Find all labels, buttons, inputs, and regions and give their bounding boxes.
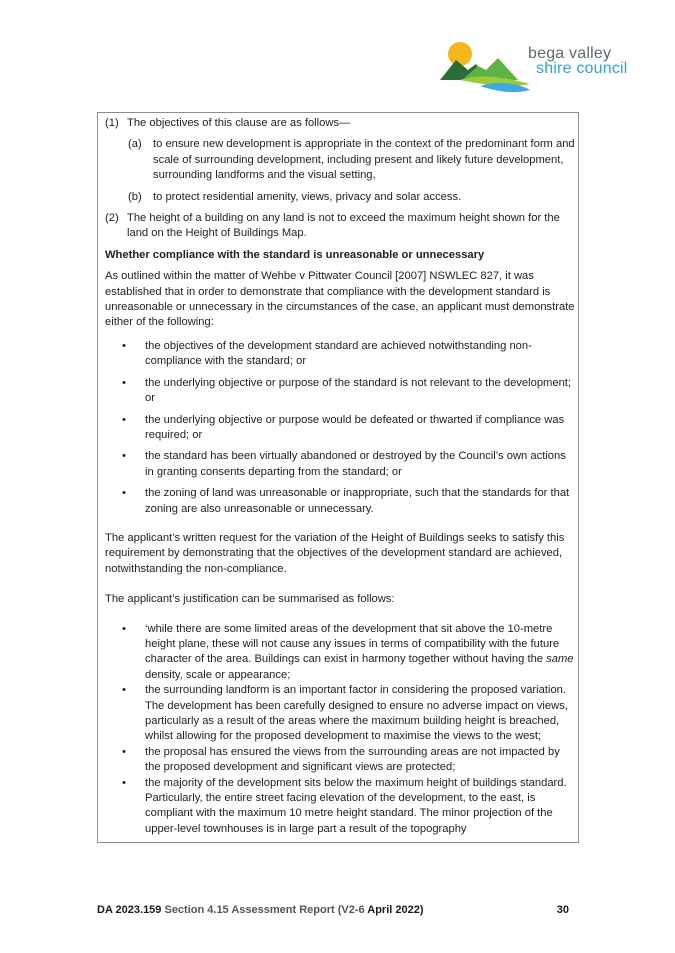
clause-sub-b bbox=[105, 190, 575, 205]
clause-item-1-text: The objectives of this clause are as follows— bbox=[127, 117, 351, 129]
clause-item-2-label: (2) bbox=[105, 212, 119, 225]
clause-sub-b-text: to protect residential amenity, views, privacy and solar access. bbox=[153, 190, 462, 203]
criteria-bullet bbox=[105, 339, 575, 370]
request-paragraph: The applicant’s written request for the variation of the Height of Buildings seeks to satisfy this requirement by demonstrating that the objectives of the development standard are achieved, notwithstanding the non-compliance. bbox=[105, 531, 565, 575]
clause-item-2-text: The height of a building on any land is not to exceed the maximum height shown for the land on the Height of Buildings Map. bbox=[127, 212, 560, 240]
section-heading: Whether compliance with the standard is unreasonable or unnecessary bbox=[105, 248, 485, 261]
logo-text-line2: shire council bbox=[536, 60, 628, 77]
clause-item-1-label: (1) bbox=[105, 117, 119, 129]
justification-emphasis: same bbox=[546, 653, 574, 666]
justification-text: the surrounding landform is an important factor in considering the proposed variation. The development has been carefully designed to ensure no adverse impact on views, particularly as a result of the areas where the maximum building height is breached, whilst allowing for the proposed development to maximise the views to the west; bbox=[145, 684, 568, 743]
bullet-icon: • bbox=[122, 745, 126, 758]
criteria-bullet bbox=[105, 413, 575, 444]
criteria-bullet bbox=[105, 486, 575, 517]
footer-date: April 2022) bbox=[367, 904, 424, 916]
criteria-bullet-text: the zoning of land was unreasonable or inappropriate, such that the standards for that zoning are also unreasonable or unnecessary. bbox=[145, 487, 570, 515]
justification-bullet bbox=[105, 776, 575, 838]
clause-sub-b-label: (b) bbox=[128, 190, 142, 203]
page-number: 30 bbox=[556, 904, 569, 916]
bullet-icon: • bbox=[122, 776, 126, 789]
justification-text-post: density, scale or appearance; bbox=[145, 668, 291, 681]
bullet-icon: • bbox=[122, 450, 126, 463]
criteria-bullet-text: the underlying objective or purpose would be defeated or thwarted if compliance was required; or bbox=[145, 413, 565, 441]
criteria-bullet-text: the underlying objective or purpose of the standard is not relevant to the development; or bbox=[145, 376, 572, 405]
bullet-icon: • bbox=[122, 487, 126, 500]
justification-bullet bbox=[105, 745, 575, 776]
sun-icon bbox=[448, 42, 472, 66]
clause-sub-a-label: (a) bbox=[128, 138, 142, 151]
bullet-icon: • bbox=[122, 684, 126, 697]
document-body bbox=[105, 114, 575, 837]
bullet-icon: • bbox=[122, 413, 126, 426]
council-logo bbox=[440, 36, 650, 98]
criteria-bullet bbox=[105, 376, 575, 407]
content-box bbox=[97, 112, 579, 843]
justification-bullet bbox=[105, 622, 575, 684]
criteria-bullet-text: the objectives of the development standard are achieved notwithstanding non-compliance with the standard; or bbox=[145, 339, 532, 368]
landscape-logo-icon bbox=[440, 36, 530, 98]
clause-sub-a-text: to ensure new development is appropriate in the context of the predominant form and scale of surrounding development, including present and likely future development, surrounding landforms and the visual setting, bbox=[153, 138, 575, 182]
criteria-bullet-text: the standard has been virtually abandoned or destroyed by the Council’s own actions in granting consents departing from the standard; or bbox=[145, 450, 566, 478]
bullet-icon: • bbox=[122, 339, 126, 352]
bullet-icon: • bbox=[122, 622, 126, 635]
justification-bullet bbox=[105, 683, 575, 745]
logo-text-line1: bega valley bbox=[528, 45, 612, 62]
justification-text-pre: ‘while there are some limited areas of the development that sit above the 10-metre height plane, these will not cause any issues in terms of compatibility with the future character of the area. Buildings can exist in harmony together without having the bbox=[145, 622, 560, 666]
page-footer bbox=[97, 904, 579, 916]
justification-text: the majority of the development sits below the maximum height of buildings standard. Particularly, the entire street facing elevation of the development, to the east, is compliant with the maximum 10 metre height standard. The minor projection of the upper-level townhouses is in large part a result of the topography bbox=[145, 776, 567, 835]
clause-item-1 bbox=[105, 116, 575, 131]
criteria-bullet bbox=[105, 449, 575, 480]
intro-paragraph: As outlined within the matter of Wehbe v Pittwater Council [2007] NSWLEC 827, it was established that in order to demonstrate that compliance with the development standard is unreasonable or unnecessary in the circumstances of the case, an applicant must demonstrate either of the following: bbox=[105, 270, 575, 329]
bullet-icon: • bbox=[122, 376, 126, 389]
clause-sub-a bbox=[105, 137, 575, 183]
justification-text: the proposal has ensured the views from the surrounding areas are not impacted by the proposed development and significant views are protected; bbox=[145, 745, 560, 774]
summary-intro: The applicant’s justification can be summarised as follows: bbox=[105, 593, 395, 606]
clause-item-2 bbox=[105, 211, 575, 242]
footer-title: Section 4.15 Assessment Report (V2-6 bbox=[161, 904, 368, 916]
footer-reference: DA 2023.159 bbox=[97, 904, 162, 916]
